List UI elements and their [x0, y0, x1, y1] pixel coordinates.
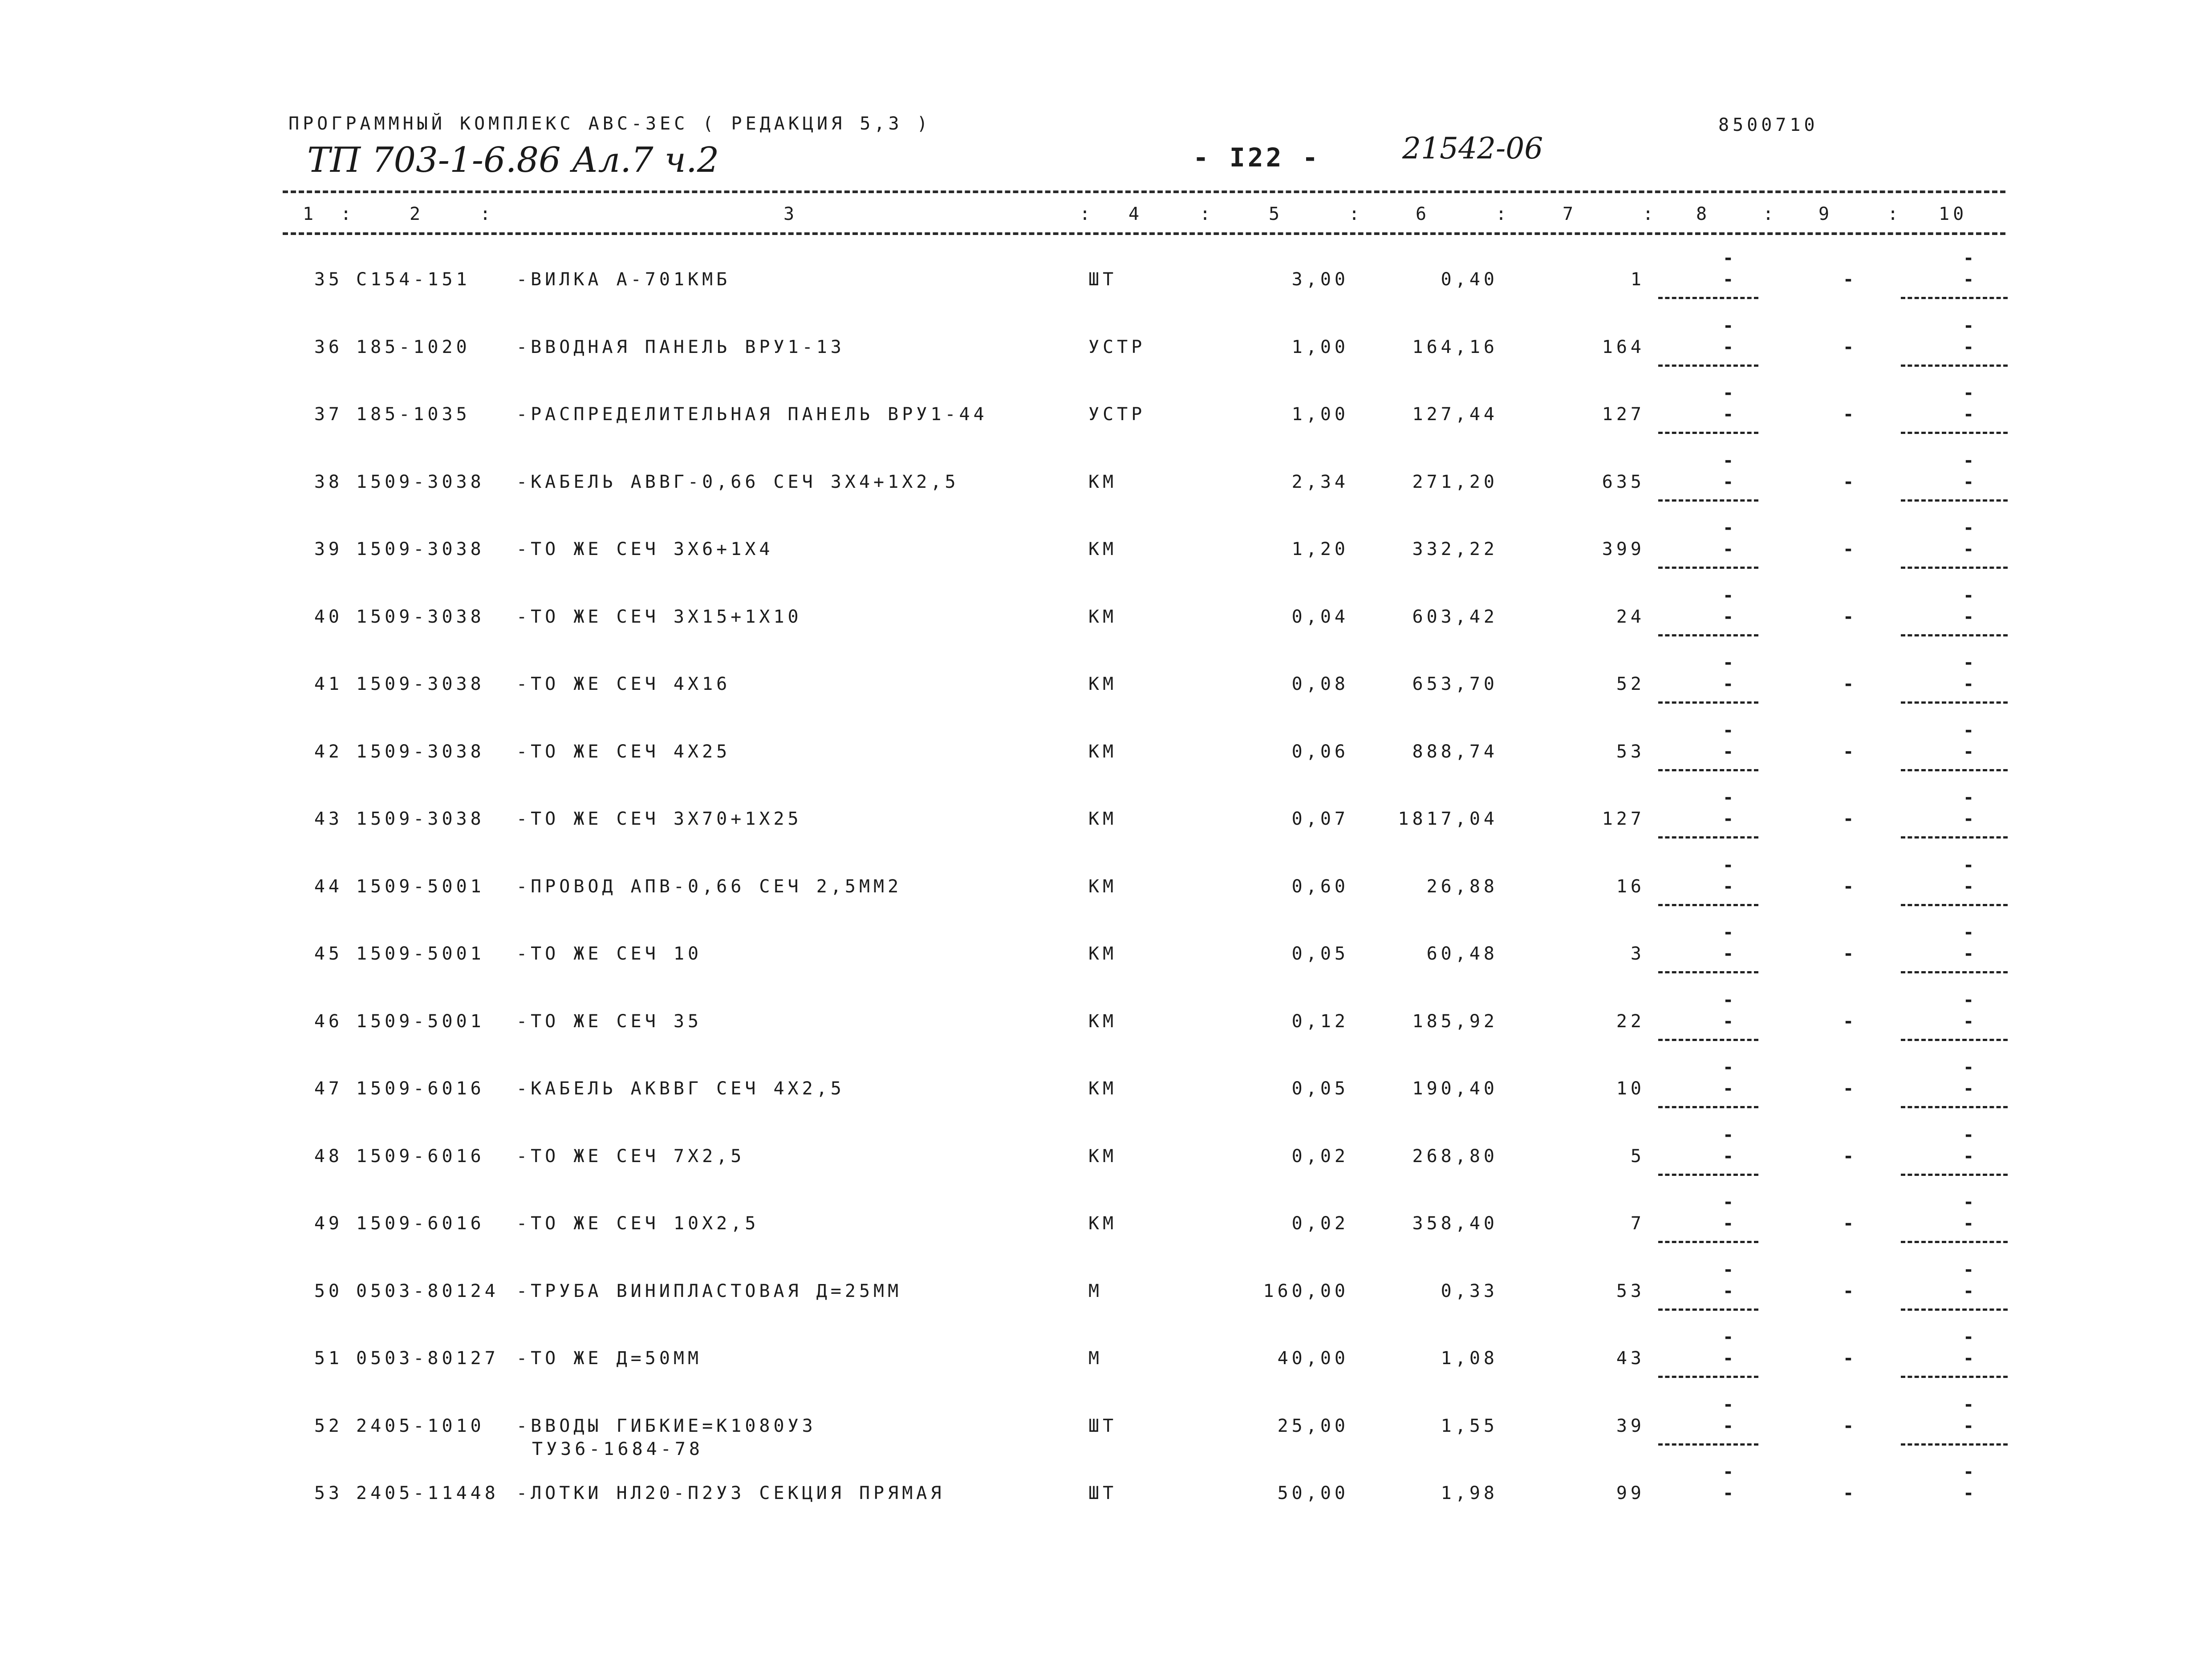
row-number: 51: [314, 1348, 343, 1369]
dash-mark: -: [1963, 944, 1978, 964]
column-header-6: 6: [1416, 204, 1430, 224]
quantity: 1,20: [1291, 539, 1349, 559]
resource-name: -ТО ЖЕ СЕЧ 4Х25: [516, 741, 731, 762]
unit-of-measure: КМ: [1088, 809, 1117, 829]
resource-code: 1509-6016: [356, 1078, 485, 1099]
cell-underline: [1658, 297, 1758, 299]
cell-underline: [1658, 836, 1758, 839]
unit-of-measure: КМ: [1088, 472, 1117, 492]
unit-price: 332,22: [1412, 539, 1498, 559]
dash-mark: -: [1963, 787, 1978, 808]
dash-mark: -: [1963, 1483, 1978, 1503]
dash-mark: -: [1723, 1146, 1737, 1167]
dash-mark: -: [1843, 337, 1858, 357]
cell-underline: [1658, 567, 1758, 569]
dash-mark: -: [1723, 855, 1737, 875]
dash-mark: -: [1963, 1260, 1978, 1280]
cell-underline: [1901, 297, 2008, 299]
dash-mark: -: [1723, 472, 1737, 492]
unit-of-measure: М: [1088, 1348, 1103, 1369]
column-separator: :: [1887, 204, 1902, 224]
cell-underline: [1658, 1241, 1758, 1243]
cell-underline: [1658, 1309, 1758, 1311]
row-number: 38: [314, 472, 343, 492]
cell-underline: [1658, 904, 1758, 906]
resource-name: -ТО ЖЕ Д=50ММ: [516, 1348, 702, 1369]
unit-of-measure: КМ: [1088, 1078, 1117, 1099]
unit-price: 190,40: [1412, 1078, 1498, 1099]
dash-mark: -: [1723, 809, 1737, 829]
dash-mark: -: [1723, 269, 1737, 290]
dash-mark: -: [1723, 990, 1737, 1010]
column-header-1: 1: [303, 204, 317, 224]
unit-of-measure: КМ: [1088, 607, 1117, 627]
dash-mark: -: [1843, 539, 1858, 559]
resource-name-continued: ТУ36-1684-78: [532, 1439, 703, 1459]
dash-mark: -: [1723, 720, 1737, 741]
dash-mark: -: [1723, 674, 1737, 694]
dash-mark: -: [1723, 539, 1737, 559]
resource-code: 1509-5001: [356, 944, 485, 964]
row-number: 47: [314, 1078, 343, 1099]
dash-mark: -: [1723, 1416, 1737, 1436]
unit-of-measure: М: [1088, 1281, 1103, 1301]
unit-of-measure: КМ: [1088, 1146, 1117, 1167]
dash-mark: -: [1963, 472, 1978, 492]
unit-price: 0,33: [1441, 1281, 1498, 1301]
unit-of-measure: КМ: [1088, 674, 1117, 694]
row-number: 48: [314, 1146, 343, 1167]
dash-mark: -: [1723, 316, 1737, 336]
resource-name: -ТО ЖЕ СЕЧ 3Х15+1Х10: [516, 607, 802, 627]
row-number: 45: [314, 944, 343, 964]
dash-mark: -: [1843, 809, 1858, 829]
dash-mark: -: [1843, 607, 1858, 627]
dash-mark: -: [1963, 809, 1978, 829]
cell-underline: [1901, 971, 2008, 973]
quantity: 0,02: [1291, 1213, 1349, 1234]
cell-underline: [1658, 1039, 1758, 1041]
dash-mark: -: [1843, 269, 1858, 290]
handwritten-inventory-number: 21542-06: [1402, 131, 1543, 166]
dash-mark: -: [1843, 674, 1858, 694]
program-title: ПРОГРАММНЫЙ КОМПЛЕКС АВС-3ЕС ( РЕДАКЦИЯ 5,3 ): [288, 113, 931, 134]
resource-code: 1509-3038: [356, 674, 485, 694]
resource-name: -РАСПРЕДЕЛИТЕЛЬНАЯ ПАНЕЛЬ ВРУ1-44: [516, 404, 988, 425]
quantity: 0,05: [1291, 944, 1349, 964]
column-header-5: 5: [1269, 204, 1283, 224]
dash-mark: -: [1723, 518, 1737, 538]
quantity: 1,00: [1291, 337, 1349, 357]
row-number: 46: [314, 1011, 343, 1032]
total-cost: 1: [1630, 269, 1645, 290]
unit-price: 1817,04: [1398, 809, 1498, 829]
dash-mark: -: [1723, 585, 1737, 606]
dash-mark: -: [1843, 944, 1858, 964]
unit-of-measure: КМ: [1088, 1011, 1117, 1032]
quantity: 0,12: [1291, 1011, 1349, 1032]
dash-mark: -: [1963, 450, 1978, 471]
row-number: 42: [314, 741, 343, 762]
resource-code: 185-1035: [356, 404, 471, 425]
dash-mark: -: [1963, 1078, 1978, 1099]
unit-price: 603,42: [1412, 607, 1498, 627]
dash-mark: -: [1723, 1213, 1737, 1234]
resource-name: -КАБЕЛЬ АКВВГ СЕЧ 4Х2,5: [516, 1078, 845, 1099]
resource-code: 0503-80124: [356, 1281, 499, 1301]
cell-underline: [1901, 432, 2008, 434]
cell-underline: [1901, 836, 2008, 839]
unit-price: 653,70: [1412, 674, 1498, 694]
dash-mark: -: [1963, 1057, 1978, 1078]
resource-code: 1509-3038: [356, 741, 485, 762]
dash-mark: -: [1723, 450, 1737, 471]
unit-of-measure: КМ: [1088, 876, 1117, 897]
cell-underline: [1901, 1039, 2008, 1041]
unit-price: 1,08: [1441, 1348, 1498, 1369]
unit-price: 1,55: [1441, 1416, 1498, 1436]
dash-mark: -: [1963, 990, 1978, 1010]
dash-mark: -: [1963, 1146, 1978, 1167]
row-number: 39: [314, 539, 343, 559]
quantity: 1,00: [1291, 404, 1349, 425]
cell-underline: [1901, 1106, 2008, 1108]
resource-name: -ТО ЖЕ СЕЧ 7Х2,5: [516, 1146, 745, 1167]
dash-mark: -: [1963, 1281, 1978, 1301]
dash-mark: -: [1723, 741, 1737, 762]
quantity: 0,60: [1291, 876, 1349, 897]
total-cost: 399: [1602, 539, 1645, 559]
dash-mark: -: [1723, 1462, 1737, 1482]
unit-of-measure: ШТ: [1088, 1416, 1117, 1436]
column-separator: :: [1763, 204, 1778, 224]
cell-underline: [1901, 1241, 2008, 1243]
dash-mark: -: [1723, 1125, 1737, 1145]
dash-mark: -: [1963, 1416, 1978, 1436]
dash-mark: -: [1843, 741, 1858, 762]
total-cost: 24: [1616, 607, 1645, 627]
unit-of-measure: КМ: [1088, 1213, 1117, 1234]
dash-mark: -: [1843, 1213, 1858, 1234]
quantity: 160,00: [1263, 1281, 1349, 1301]
column-separator: :: [1496, 204, 1510, 224]
quantity: 50,00: [1277, 1483, 1349, 1503]
dash-mark: -: [1723, 1260, 1737, 1280]
quantity: 25,00: [1277, 1416, 1349, 1436]
unit-price: 185,92: [1412, 1011, 1498, 1032]
dash-mark: -: [1963, 1348, 1978, 1369]
dash-mark: -: [1963, 855, 1978, 875]
unit-price: 26,88: [1426, 876, 1498, 897]
table-top-rule: [283, 190, 2005, 193]
total-cost: 22: [1616, 1011, 1645, 1032]
dash-mark: -: [1963, 383, 1978, 403]
resource-code: 2405-11448: [356, 1483, 499, 1503]
column-separator: :: [1080, 204, 1094, 224]
unit-price: 358,40: [1412, 1213, 1498, 1234]
resource-name: -ТО ЖЕ СЕЧ 35: [516, 1011, 702, 1032]
dash-mark: -: [1963, 1462, 1978, 1482]
cell-underline: [1658, 365, 1758, 367]
quantity: 0,02: [1291, 1146, 1349, 1167]
quantity: 2,34: [1291, 472, 1349, 492]
dash-mark: -: [1963, 876, 1978, 897]
total-cost: 43: [1616, 1348, 1645, 1369]
resource-name: -ВИЛКА А-701КМБ: [516, 269, 731, 290]
resource-code: 1509-3038: [356, 472, 485, 492]
total-cost: 7: [1630, 1213, 1645, 1234]
column-separator: :: [341, 204, 355, 224]
row-number: 49: [314, 1213, 343, 1234]
resource-code: 185-1020: [356, 337, 471, 357]
dash-mark: -: [1963, 674, 1978, 694]
dash-mark: -: [1723, 1281, 1737, 1301]
dash-mark: -: [1723, 248, 1737, 268]
dash-mark: -: [1963, 607, 1978, 627]
dash-mark: -: [1843, 1483, 1858, 1503]
column-separator: :: [480, 204, 495, 224]
dash-mark: -: [1963, 248, 1978, 268]
quantity: 40,00: [1277, 1348, 1349, 1369]
unit-price: 271,20: [1412, 472, 1498, 492]
row-number: 52: [314, 1416, 343, 1436]
total-cost: 10: [1616, 1078, 1645, 1099]
quantity: 0,08: [1291, 674, 1349, 694]
resource-code: 2405-1010: [356, 1416, 485, 1436]
unit-of-measure: КМ: [1088, 741, 1117, 762]
resource-code: 0503-80127: [356, 1348, 499, 1369]
cell-underline: [1658, 634, 1758, 636]
quantity: 0,07: [1291, 809, 1349, 829]
column-header-2: 2: [410, 204, 424, 224]
unit-price: 164,16: [1412, 337, 1498, 357]
dash-mark: -: [1843, 404, 1858, 425]
resource-name: -КАБЕЛЬ АВВГ-0,66 СЕЧ 3Х4+1Х2,5: [516, 472, 959, 492]
dash-mark: -: [1723, 1192, 1737, 1212]
column-separator: :: [1200, 204, 1214, 224]
cell-underline: [1658, 432, 1758, 434]
resource-code: 1509-6016: [356, 1213, 485, 1234]
cell-underline: [1658, 1174, 1758, 1176]
dash-mark: -: [1963, 1394, 1978, 1415]
resource-code: С154-151: [356, 269, 471, 290]
dash-mark: -: [1723, 944, 1737, 964]
column-header-8: 8: [1696, 204, 1711, 224]
dash-mark: -: [1723, 1078, 1737, 1099]
cell-underline: [1901, 365, 2008, 367]
unit-of-measure: УСТР: [1088, 404, 1146, 425]
cell-underline: [1658, 971, 1758, 973]
column-header-3: 3: [783, 204, 798, 224]
dash-mark: -: [1963, 269, 1978, 290]
total-cost: 99: [1616, 1483, 1645, 1503]
total-cost: 127: [1602, 404, 1645, 425]
dash-mark: -: [1963, 652, 1978, 673]
resource-code: 1509-5001: [356, 876, 485, 897]
unit-of-measure: ШТ: [1088, 269, 1117, 290]
dash-mark: -: [1723, 1394, 1737, 1415]
unit-price: 888,74: [1412, 741, 1498, 762]
unit-price: 268,80: [1412, 1146, 1498, 1167]
unit-price: 127,44: [1412, 404, 1498, 425]
column-separator: :: [1643, 204, 1657, 224]
dash-mark: -: [1723, 876, 1737, 897]
cell-underline: [1658, 499, 1758, 502]
resource-name: -ТО ЖЕ СЕЧ 3Х6+1Х4: [516, 539, 774, 559]
dash-mark: -: [1963, 316, 1978, 336]
cell-underline: [1901, 499, 2008, 502]
resource-name: -ПРОВОД АПВ-0,66 СЕЧ 2,5ММ2: [516, 876, 902, 897]
quantity: 0,06: [1291, 741, 1349, 762]
dash-mark: -: [1723, 404, 1737, 425]
row-number: 37: [314, 404, 343, 425]
dash-mark: -: [1963, 741, 1978, 762]
total-cost: 39: [1616, 1416, 1645, 1436]
dash-mark: -: [1723, 607, 1737, 627]
unit-price: 0,40: [1441, 269, 1498, 290]
dash-mark: -: [1963, 518, 1978, 538]
unit-price: 1,98: [1441, 1483, 1498, 1503]
row-number: 53: [314, 1483, 343, 1503]
quantity: 0,04: [1291, 607, 1349, 627]
dash-mark: -: [1723, 1483, 1737, 1503]
row-number: 36: [314, 337, 343, 357]
document-code: 8500710: [1718, 115, 1818, 135]
resource-name: -ЛОТКИ НЛ20-П2УЗ СЕКЦИЯ ПРЯМАЯ: [516, 1483, 945, 1503]
dash-mark: -: [1963, 922, 1978, 943]
total-cost: 164: [1602, 337, 1645, 357]
resource-name: -ВВОДНАЯ ПАНЕЛЬ ВРУ1-13: [516, 337, 845, 357]
cell-underline: [1901, 634, 2008, 636]
cell-underline: [1658, 701, 1758, 704]
resource-code: 1509-3038: [356, 539, 485, 559]
quantity: 3,00: [1291, 269, 1349, 290]
quantity: 0,05: [1291, 1078, 1349, 1099]
dash-mark: -: [1843, 876, 1858, 897]
dash-mark: -: [1843, 1078, 1858, 1099]
column-header-10: 10: [1939, 204, 1968, 224]
cell-underline: [1901, 904, 2008, 906]
table-header-rule: [283, 232, 2005, 235]
dash-mark: -: [1963, 720, 1978, 741]
resource-name: -ТО ЖЕ СЕЧ 3Х70+1Х25: [516, 809, 802, 829]
resource-name: -ТРУБА ВИНИПЛАСТОВАЯ Д=25ММ: [516, 1281, 902, 1301]
dash-mark: -: [1963, 585, 1978, 606]
cell-underline: [1658, 1376, 1758, 1378]
column-header-7: 7: [1563, 204, 1577, 224]
dash-mark: -: [1843, 1281, 1858, 1301]
resource-name: -ТО ЖЕ СЕЧ 10Х2,5: [516, 1213, 759, 1234]
resource-name: -ВВОДЫ ГИБКИЕ=К1080УЗ: [516, 1416, 816, 1436]
dash-mark: -: [1723, 337, 1737, 357]
row-number: 41: [314, 674, 343, 694]
column-header-4: 4: [1128, 204, 1143, 224]
total-cost: 53: [1616, 741, 1645, 762]
total-cost: 16: [1616, 876, 1645, 897]
page-number: - I22 -: [1193, 142, 1321, 173]
total-cost: 52: [1616, 674, 1645, 694]
total-cost: 127: [1602, 809, 1645, 829]
dash-mark: -: [1723, 787, 1737, 808]
cell-underline: [1658, 769, 1758, 771]
cell-underline: [1901, 567, 2008, 569]
cell-underline: [1658, 1443, 1758, 1446]
cell-underline: [1901, 769, 2008, 771]
unit-of-measure: ШТ: [1088, 1483, 1117, 1503]
dash-mark: -: [1963, 1125, 1978, 1145]
dash-mark: -: [1843, 472, 1858, 492]
total-cost: 3: [1630, 944, 1645, 964]
dash-mark: -: [1723, 1327, 1737, 1347]
dash-mark: -: [1723, 1348, 1737, 1369]
cell-underline: [1901, 701, 2008, 704]
row-number: 40: [314, 607, 343, 627]
total-cost: 635: [1602, 472, 1645, 492]
column-header-9: 9: [1818, 204, 1833, 224]
column-separator: :: [1349, 204, 1364, 224]
cell-underline: [1901, 1443, 2008, 1446]
row-number: 44: [314, 876, 343, 897]
resource-code: 1509-3038: [356, 607, 485, 627]
handwritten-project-number: ТП 703-1-6.86 Ал.7 ч.2: [307, 140, 719, 180]
dash-mark: -: [1963, 404, 1978, 425]
cell-underline: [1901, 1376, 2008, 1378]
dash-mark: -: [1723, 383, 1737, 403]
total-cost: 5: [1630, 1146, 1645, 1167]
cell-underline: [1901, 1174, 2008, 1176]
resource-code: 1509-6016: [356, 1146, 485, 1167]
dash-mark: -: [1723, 1011, 1737, 1032]
resource-name: -ТО ЖЕ СЕЧ 4Х16: [516, 674, 731, 694]
unit-of-measure: УСТР: [1088, 337, 1146, 357]
dash-mark: -: [1963, 1011, 1978, 1032]
row-number: 50: [314, 1281, 343, 1301]
row-number: 35: [314, 269, 343, 290]
dash-mark: -: [1843, 1348, 1858, 1369]
unit-of-measure: КМ: [1088, 539, 1117, 559]
unit-of-measure: КМ: [1088, 944, 1117, 964]
cell-underline: [1658, 1106, 1758, 1108]
dash-mark: -: [1963, 539, 1978, 559]
unit-price: 60,48: [1426, 944, 1498, 964]
dash-mark: -: [1963, 1192, 1978, 1212]
dash-mark: -: [1843, 1011, 1858, 1032]
resource-name: -ТО ЖЕ СЕЧ 10: [516, 944, 702, 964]
total-cost: 53: [1616, 1281, 1645, 1301]
dash-mark: -: [1723, 1057, 1737, 1078]
cell-underline: [1901, 1309, 2008, 1311]
resource-code: 1509-3038: [356, 809, 485, 829]
dash-mark: -: [1843, 1146, 1858, 1167]
dash-mark: -: [1963, 337, 1978, 357]
dash-mark: -: [1843, 1416, 1858, 1436]
row-number: 43: [314, 809, 343, 829]
dash-mark: -: [1723, 922, 1737, 943]
dash-mark: -: [1963, 1213, 1978, 1234]
resource-code: 1509-5001: [356, 1011, 485, 1032]
dash-mark: -: [1723, 652, 1737, 673]
dash-mark: -: [1963, 1327, 1978, 1347]
